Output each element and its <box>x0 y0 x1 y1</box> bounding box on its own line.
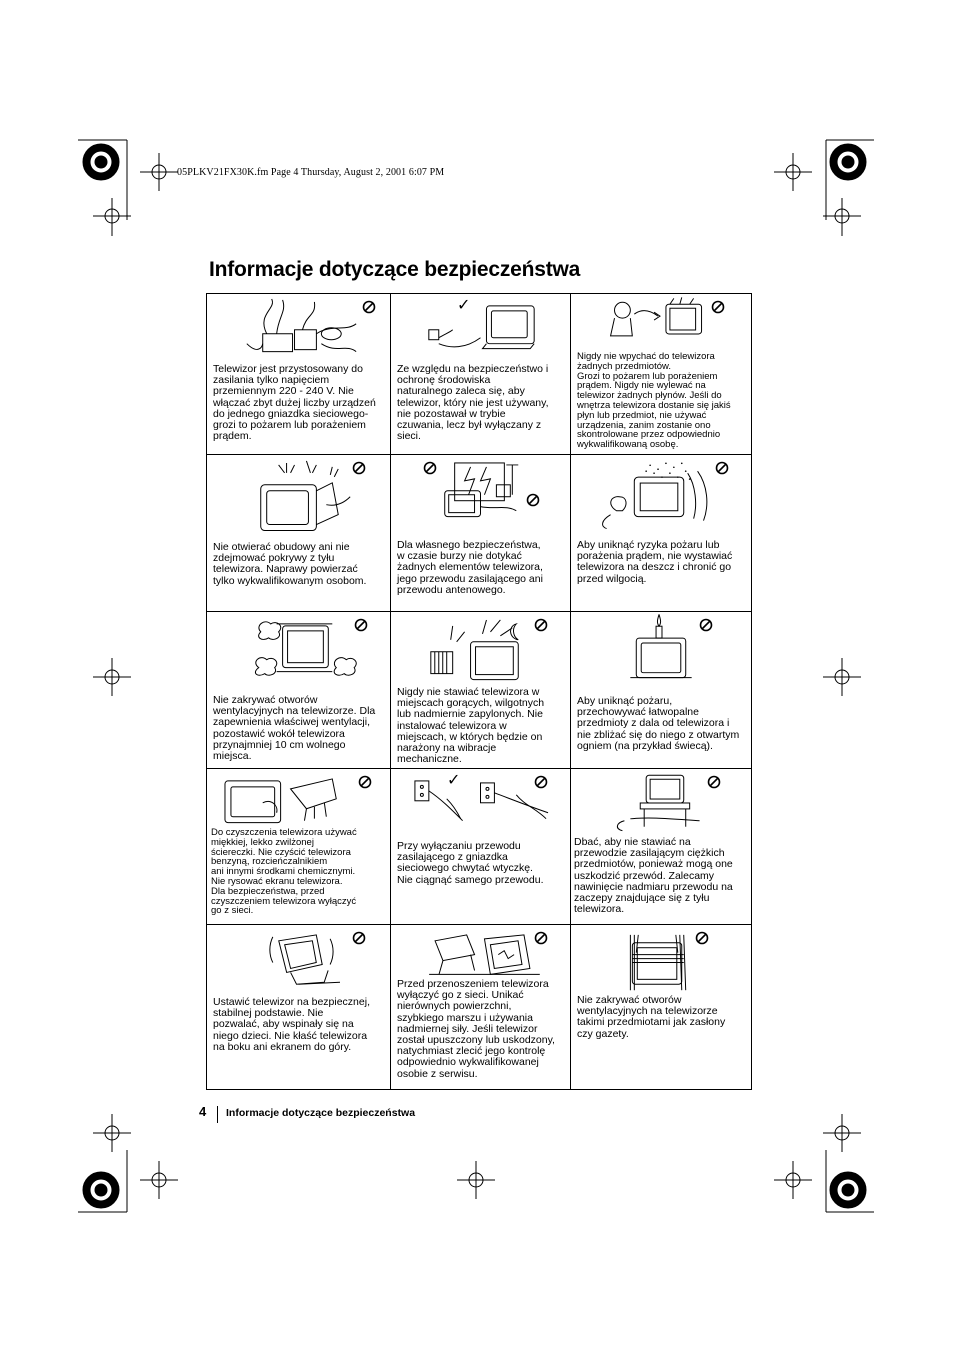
check-icon: ✓ <box>447 772 461 789</box>
safety-text: Ze względu na bezpieczeństwo i ochronę środowiska naturalnego zaleca się, aby telewizor, który nie jest używany, nie pozostawał w trybie czuwania, lecz był wyłączany z sieci. <box>397 363 549 443</box>
safety-item-stable-base <box>207 925 391 1089</box>
safety-text: Telewizor jest przystosowany do zasilania tylko napięciem przemiennym 220 - 240 V. Nie włączać zbyt dużej liczby urządzeń do jednego gniazdka sieciowego- grozi to pożarem lub porażeniem prądem. <box>213 363 376 443</box>
safety-item-power-outlet <box>207 294 391 455</box>
prohibited-icon <box>695 931 709 945</box>
prohibited-icon <box>358 775 372 789</box>
safety-text: Ustawić telewizor na bezpiecznej, stabilnej podstawie. Nie pozwalać, aby wspinały się na niego dzieci. Nie kłaść telewizora na boku ani ekranem do góry. <box>213 996 370 1053</box>
safety-item-storm <box>391 455 571 612</box>
safety-text: Nigdy nie stawiać telewizora w miejscach gorących, wilgotnych lub nadmiernie zapylonych. Nie instalować telewizora w miejscach, w których będzie on narażony na wibracje mechaniczne. <box>397 686 545 766</box>
prohibited-icon <box>534 618 548 632</box>
safety-item-hot-humid <box>391 612 571 769</box>
rain-moisture-illustration <box>571 455 751 611</box>
prohibited-icon <box>534 775 548 789</box>
prohibited-icon <box>715 461 729 475</box>
prohibited-icon <box>699 618 713 632</box>
page-title: Informacje dotyczące bezpieczeństwa <box>209 258 581 281</box>
safety-text: Aby uniknąć pożaru, przechowywać łatwopalne przedmioty z dala od telewizora i nie zbliżać się do niego z otwartym ogniem (na przykład świecą). <box>577 695 740 752</box>
prohibited-icon <box>354 618 368 632</box>
prohibited-icon <box>534 931 548 945</box>
prohibited-icon <box>352 931 366 945</box>
prohibited-icon <box>362 300 376 314</box>
safety-text: Nie zakrywać otworów wentylacyjnych na telewizorze takimi przedmiotami jak zasłony czy gazety. <box>577 994 726 1040</box>
safety-text: Nigdy nie wpychać do telewizora żadnych przedmiotów. Grozi to pożarem lub porażeniem prądem. Nigdy nie wylewać na telewizor żadnych płynów. Jeśli do wnętrza telewizora dostanie się jakiś płyn lub przedmiot, nie używać urządzenia, zanim zostanie ono skontrolowane przez odpowiednio wykwalifikowaną osobę. <box>577 351 731 451</box>
prohibited-icon <box>711 300 725 314</box>
safety-text: Aby uniknąć ryzyka pożaru lub porażenia prądem, nie wystawiać telewizora na deszcz i chronić go przed wilgocią. <box>577 539 733 585</box>
safety-item-open-flame <box>571 612 751 769</box>
safety-item-curtains <box>571 925 751 1089</box>
footer-title: Informacje dotyczące bezpieczeństwa <box>226 1107 416 1119</box>
safety-item-objects-liquids <box>571 294 751 455</box>
prohibited-icon <box>526 493 540 507</box>
safety-item-ventilation <box>207 612 391 769</box>
safety-text: Do czyszczenia telewizora używać miękkiej, lekko zwilżonej ściereczki. Nie czyścić telewizora benzyną, rozcieńczalnikiem ani innymi środkami chemicznymi. Nie rysować ekranu telewizora. Dla bezpieczeństwa, przed czyszczeniem telewizora wyłączyć go z sieci. <box>211 827 357 917</box>
footer-divider <box>217 1106 218 1123</box>
safety-grid <box>206 293 752 1090</box>
safety-item-moisture <box>571 455 751 612</box>
safety-item-cabinet <box>207 455 391 612</box>
safety-item-standby <box>391 294 571 455</box>
open-cabinet-illustration <box>207 455 390 611</box>
safety-item-moving <box>391 925 571 1089</box>
safety-item-cable <box>571 769 751 925</box>
safety-item-cleaning <box>207 769 391 925</box>
safety-item-plug <box>391 769 571 925</box>
safety-text: Dbać, aby nie stawiać na przewodzie zasilającym ciężkich przedmiotów, ponieważ mogą one uszkodzić przewód. Zalecamy nawinięcie nadmiaru przewodu na zaczepy znajdujące się z tyłu telewizora. <box>574 836 733 916</box>
safety-text: Przy wyłączaniu przewodu zasilającego z gniazdka sieciowego chwytać wtyczkę. Nie ciągnąć samego przewodu. <box>397 840 544 886</box>
safety-text: Przed przenoszeniem telewizora wyłączyć go z sieci. Unikać nierównych powierzchni, szybkiego marszu i używania nadmiernej siły. Jeśli telewizor został upuszczony lub uskodzony, natychmiast zlecić jego kontrolę odpowiednio wykwalifikowanej osobie z serwisu. <box>397 978 555 1080</box>
prohibited-icon <box>352 461 366 475</box>
file-header: 05PLKV21FX30K.fm Page 4 Thursday, August 2, 2001 6:07 PM <box>177 167 445 178</box>
check-icon: ✓ <box>457 297 471 314</box>
safety-text: Nie zakrywać otworów wentylacyjnych na telewizorze. Dla zapewnienia właściwej wentylacji, pozostawić wokół telewizora przynajmniej 10 cm wolnego miejsca. <box>213 694 376 763</box>
safety-text: Dla własnego bezpieczeństwa, w czasie burzy nie dotykać żadnych elementów telewizora, jego przewodu zasilającego ani przewodu antenowego. <box>397 539 543 596</box>
page-number: 4 <box>199 1104 207 1119</box>
prohibited-icon <box>707 775 721 789</box>
prohibited-icon <box>423 461 437 475</box>
safety-text: Nie otwierać obudowy ani nie zdejmować pokrywy z tyłu telewizora. Naprawy powierzać tylko wykwalifikowanym osobom. <box>213 541 367 587</box>
